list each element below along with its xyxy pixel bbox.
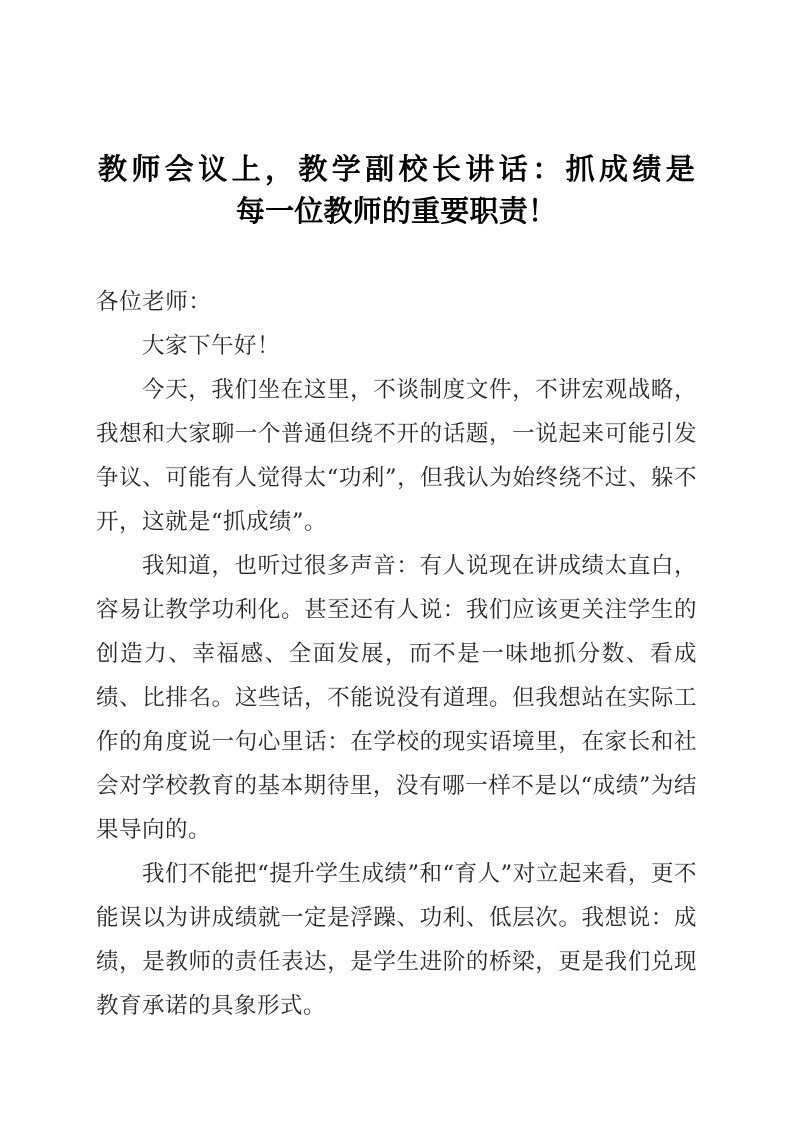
body-paragraph-2: 我知道，也听过很多声音：有人说现在讲成绩太直白，容易让教学功利化。甚至还有人说：我们应该更关注学生的创造力、幸福感、全面发展，而不是一味地抓分数、看成绩、比排名。这些话，不能说没有道理。但我想站在实际工作的角度说一句心里话：在学校的现实语境里，在家长和社会对学校教育的基本期待里，没有哪一样不是以“成绩”为结果导向的。 [96,553,697,843]
page-title-line-1: 教师会议上，教学副校长讲话：抓成绩是 [98,152,695,186]
page-title-line-2: 每一位教师的重要职责！ [235,194,558,228]
body-paragraph-1: 今天，我们坐在这里，不谈制度文件，不讲宏观战略，我想和大家聊一个普通但绕不开的话题，一说起来可能引发争议、可能有人觉得太“功利”，但我认为始终绕不过、躲不开，这就是“抓成绩”。 [96,377,697,535]
greeting-line: 大家下午好！ [142,333,281,359]
body-paragraph-3: 我们不能把“提升学生成绩”和“育人”对立起来看，更不能误以为讲成绩就一定是浮躁、功利、低层次。我想说：成绩，是教师的责任表达，是学生进阶的桥梁，更是我们兑现教育承诺的具象形式。 [96,861,697,1019]
document-content-area [96,148,697,1028]
page-title [96,148,697,232]
salutation: 各位老师： [96,289,212,315]
